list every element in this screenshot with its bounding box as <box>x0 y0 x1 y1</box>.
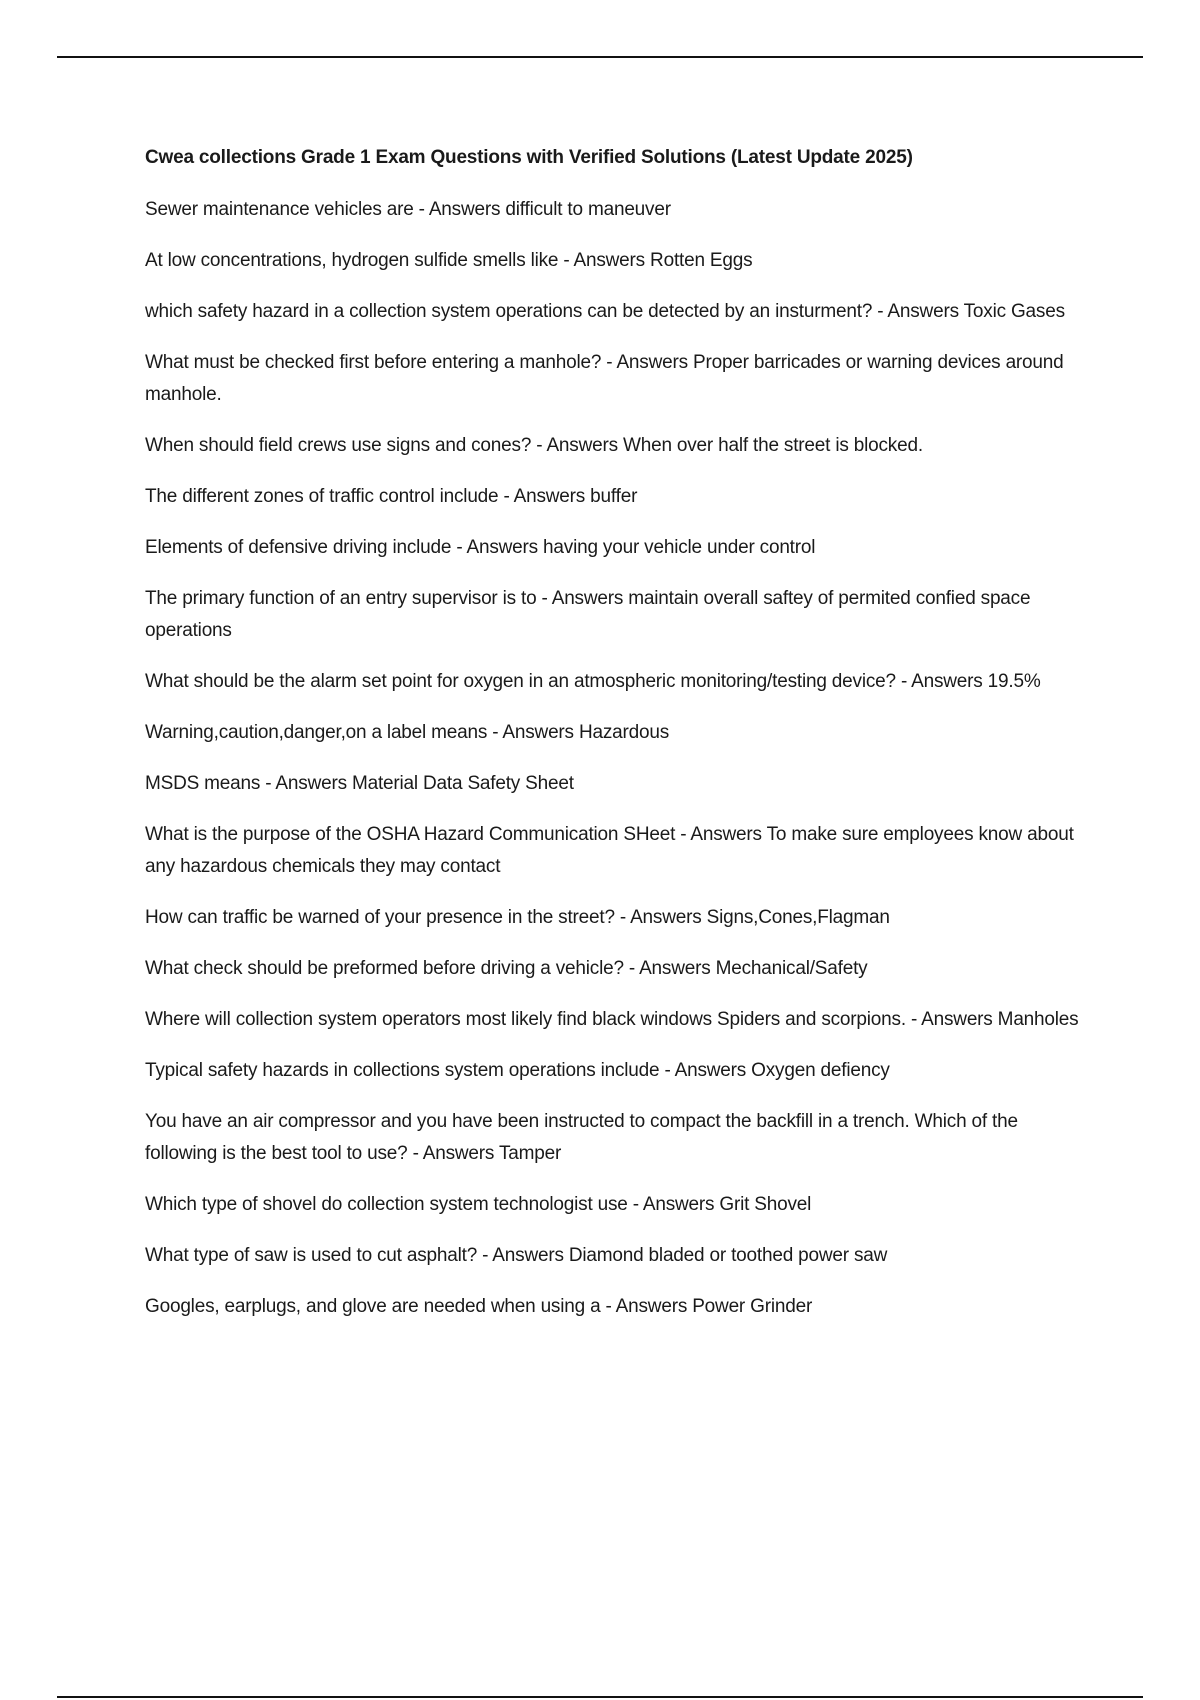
qa-item: Sewer maintenance vehicles are - Answers difficult to maneuver <box>145 199 671 220</box>
qa-item: Googles, earplugs, and glove are needed when using a - Answers Power Grinder <box>145 1296 813 1317</box>
qa-item: MSDS means - Answers Material Data Safety Sheet <box>145 773 574 794</box>
qa-item: How can traffic be warned of your presence in the street? - Answers Signs,Cones,Flagman <box>145 907 890 928</box>
qa-item: What is the purpose of the OSHA Hazard Communication SHeet - Answers To make sure employees know about any hazardous chemicals they may contact <box>145 824 1074 877</box>
qa-item: When should field crews use signs and cones? - Answers When over half the street is blocked. <box>145 435 923 456</box>
footer-rule <box>57 1696 1143 1698</box>
qa-item: Warning,caution,danger,on a label means - Answers Hazardous <box>145 722 670 743</box>
qa-item: You have an air compressor and you have been instructed to compact the backfill in a trench. Which of the following is the best tool to use? - Answers Tamper <box>145 1111 1018 1164</box>
qa-item: Where will collection system operators most likely find black windows Spiders and scorpions. - Answers Manholes <box>145 1009 1079 1030</box>
qa-item: which safety hazard in a collection system operations can be detected by an insturment? - Answers Toxic Gases <box>145 301 1065 322</box>
qa-item: At low concentrations, hydrogen sulfide smells like - Answers Rotten Eggs <box>145 250 753 271</box>
qa-item: Typical safety hazards in collections system operations include - Answers Oxygen defiency <box>145 1060 890 1081</box>
qa-item: The different zones of traffic control include - Answers buffer <box>145 486 638 507</box>
qa-item: Which type of shovel do collection system technologist use - Answers Grit Shovel <box>145 1194 812 1215</box>
qa-item: What type of saw is used to cut asphalt? - Answers Diamond bladed or toothed power saw <box>145 1245 888 1266</box>
qa-item: The primary function of an entry supervisor is to - Answers maintain overall saftey of permited confied space operations <box>145 588 1031 641</box>
document-title: Cwea collections Grade 1 Exam Questions with Verified Solutions (Latest Update 2025) <box>145 147 913 168</box>
qa-item: What must be checked first before entering a manhole? - Answers Proper barricades or warning devices around manhole. <box>145 352 1064 405</box>
document-body <box>145 144 1085 1342</box>
qa-item: What should be the alarm set point for oxygen in an atmospheric monitoring/testing device? - Answers 19.5% <box>145 671 1041 692</box>
qa-item: Elements of defensive driving include - Answers having your vehicle under control <box>145 537 816 558</box>
qa-item: What check should be preformed before driving a vehicle? - Answers Mechanical/Safety <box>145 958 868 979</box>
header-rule <box>57 56 1143 58</box>
